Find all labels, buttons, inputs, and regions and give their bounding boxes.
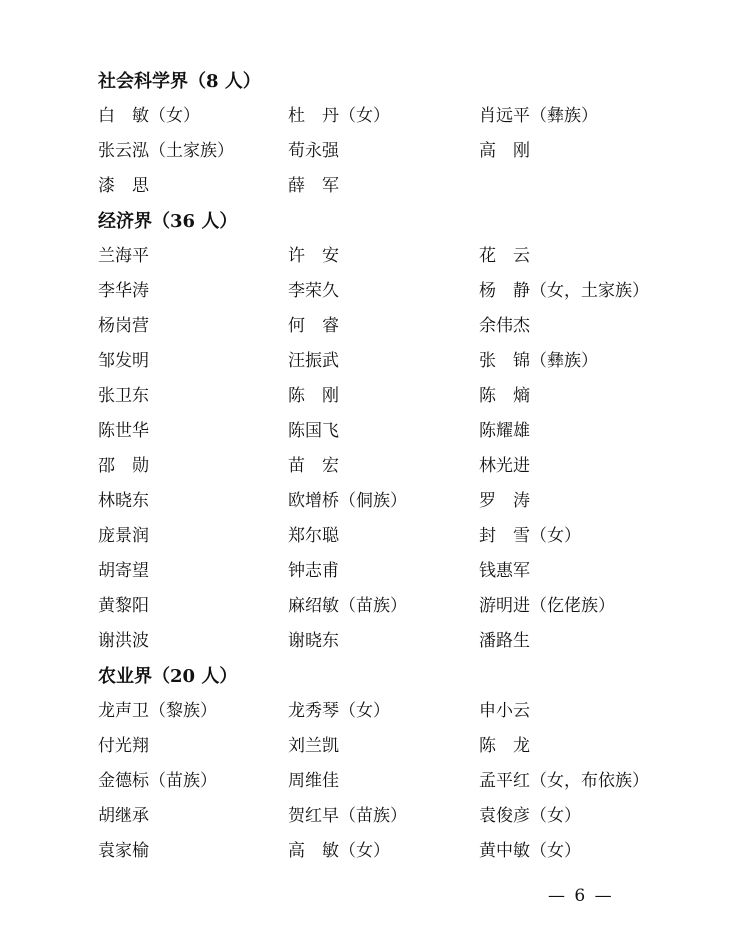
name-cell: 张 锦（彝族） [479,351,598,371]
name-cell: 余伟杰 [479,316,530,336]
name-cell: 林晓东 [98,491,149,511]
name-row [98,309,698,344]
name-row [98,134,698,169]
name-row [98,799,698,834]
name-cell: 兰海平 [98,246,149,266]
name-cell: 陈 刚 [288,386,339,406]
name-cell: 苗 宏 [288,456,339,476]
name-row [98,449,698,484]
name-cell: 邵 勋 [98,456,149,476]
name-row [98,379,698,414]
name-row [98,169,698,204]
name-cell: 胡寄望 [98,561,149,581]
name-cell: 汪振武 [288,351,339,371]
name-cell: 杨 静（女，土家族） [479,281,649,301]
name-cell: 钱惠军 [479,561,530,581]
name-cell: 肖远平（彝族） [479,106,598,126]
name-row [98,484,698,519]
name-cell: 花 云 [479,246,530,266]
section-title: 农业界（20 人） [98,666,238,687]
name-row [98,589,698,624]
name-cell: 庞景润 [98,526,149,546]
name-cell: 李华涛 [98,281,149,301]
document-body [98,64,698,869]
name-cell: 陈 龙 [479,736,530,756]
name-cell: 付光翔 [98,736,149,756]
name-cell: 白 敏（女） [98,106,200,126]
name-cell: 杜 丹（女） [288,106,390,126]
page-number: — 6 — [548,886,614,906]
name-cell: 钟志甫 [288,561,339,581]
name-cell: 杨岗营 [98,316,149,336]
section-economy [98,204,698,659]
section-title: 经济界（36 人） [98,211,238,232]
name-cell: 潘路生 [479,631,530,651]
name-cell [479,169,698,204]
name-row [98,414,698,449]
name-cell: 孟平红（女，布依族） [479,771,649,791]
name-cell: 高 刚 [479,141,530,161]
name-cell: 黄中敏（女） [479,841,581,861]
section-social-science [98,64,698,204]
name-cell: 龙声卫（黎族） [98,701,217,721]
name-cell: 陈耀雄 [479,421,530,441]
section-title: 社会科学界（8 人） [98,71,261,92]
name-cell: 薛 军 [288,176,339,196]
name-cell: 许 安 [288,246,339,266]
name-row [98,729,698,764]
name-row [98,834,698,869]
name-cell: 袁俊彦（女） [479,806,581,826]
name-cell: 林光进 [479,456,530,476]
name-cell: 游明进（仡佬族） [479,596,615,616]
name-cell: 陈世华 [98,421,149,441]
name-cell: 陈 熵 [479,386,530,406]
name-cell: 张卫东 [98,386,149,406]
name-cell: 李荣久 [288,281,339,301]
name-cell: 金德标（苗族） [98,771,217,791]
name-row [98,239,698,274]
name-row [98,519,698,554]
name-cell: 何 睿 [288,316,339,336]
name-cell: 陈国飞 [288,421,339,441]
name-cell: 邹发明 [98,351,149,371]
name-row [98,274,698,309]
name-cell: 张云泓（土家族） [98,141,234,161]
name-cell: 封 雪（女） [479,526,581,546]
section-agriculture [98,659,698,869]
name-cell: 荀永强 [288,141,339,161]
name-cell: 龙秀琴（女） [288,701,390,721]
name-row [98,764,698,799]
name-cell: 高 敏（女） [288,841,390,861]
name-cell: 欧增桥（侗族） [288,491,407,511]
name-row [98,694,698,729]
name-cell: 麻绍敏（苗族） [288,596,407,616]
name-cell: 胡继承 [98,806,149,826]
name-cell: 谢晓东 [288,631,339,651]
name-cell: 罗 涛 [479,491,530,511]
name-row [98,624,698,659]
name-cell: 贺红早（苗族） [288,806,407,826]
name-cell: 申小云 [479,701,530,721]
name-cell: 刘兰凯 [288,736,339,756]
name-cell: 周维佳 [288,771,339,791]
name-cell: 郑尔聪 [288,526,339,546]
name-row [98,554,698,589]
name-cell: 袁家榆 [98,841,149,861]
name-row [98,344,698,379]
name-cell: 谢洪波 [98,631,149,651]
name-row [98,99,698,134]
name-cell: 漆 思 [98,176,149,196]
name-cell: 黄黎阳 [98,596,149,616]
